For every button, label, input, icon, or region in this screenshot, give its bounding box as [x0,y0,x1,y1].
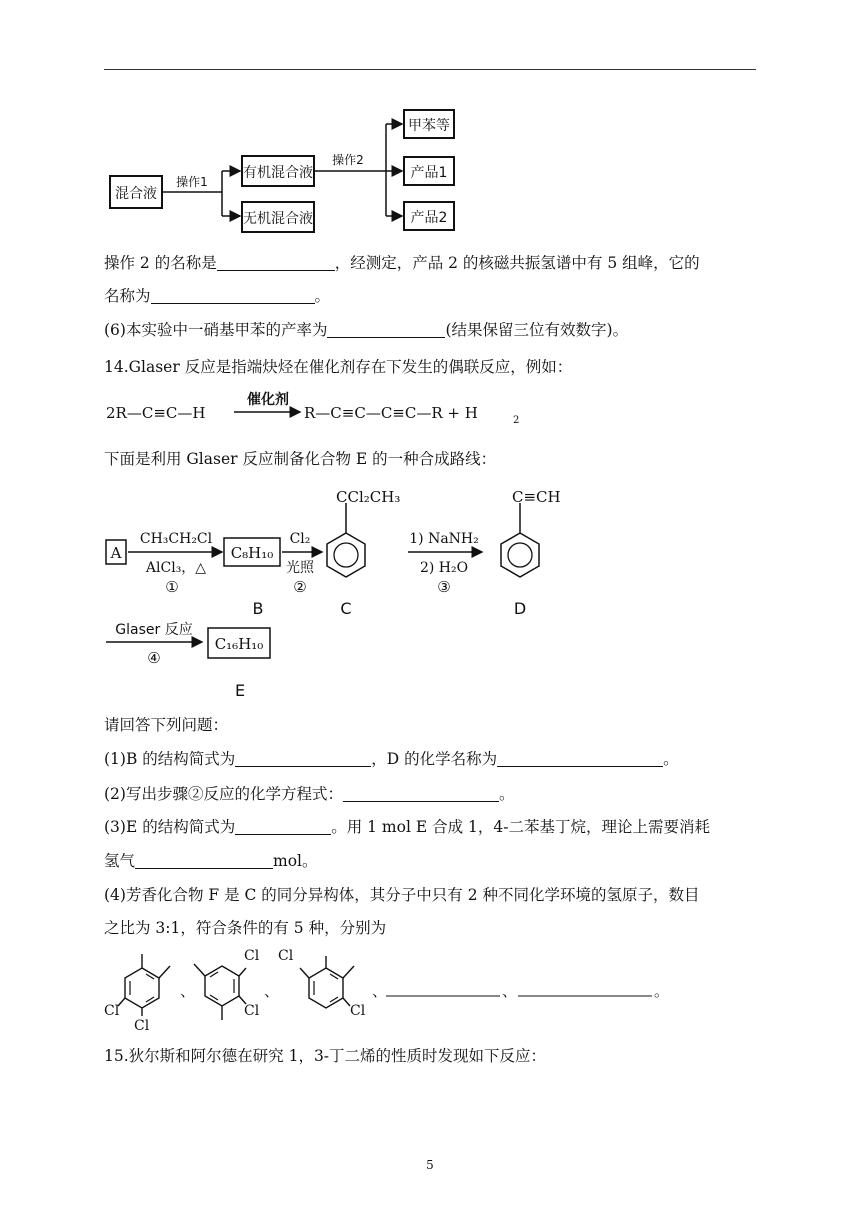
answer-blank[interactable] [497,750,663,767]
isomer-3 [300,956,354,1008]
compound-c-substituent: CCl₂CH₃ [336,488,401,506]
compound-e: E [234,681,246,700]
op2-label: 操作2 [332,153,364,167]
answer-blank[interactable] [235,750,371,767]
page-number: 5 [426,1158,434,1172]
reagent2-top: Cl₂ [289,531,311,547]
answer-blank[interactable] [343,785,499,802]
reagent3-top: 1) NaNH₂ [409,531,479,547]
header-rule [104,69,756,70]
answer-blank[interactable] [235,818,331,835]
q14-text: (2)写出步骤②反应的化学方程式： [104,785,343,803]
eq-sub: 2 [513,415,520,426]
glaser-equation [104,388,544,428]
isomer-structures [104,940,684,1035]
q14-text: (3)E 的结构简式为 [104,818,236,836]
q13-line1 [104,252,700,274]
eq-catalyst: 催化剂 [247,392,289,408]
compound-d-substituent: C≡CH [512,488,561,506]
q14-part4-cont: 之比为 3:1，符合条件的有 5 种，分别为 [104,919,387,937]
isomer-1-cl-b: Cl [134,1018,150,1034]
isomer-end: 。 [654,982,670,1000]
isomer-1-cl-a: Cl [104,1003,120,1019]
reagent3-bottom: 2) H₂O [419,560,469,576]
q14-text: 。用 1 mol E 合成 1，4-二苯基丁烷，理论上需要消耗 [331,818,710,836]
step3-label: ③ [437,578,451,596]
organic-label: 有机混合液 [243,165,313,181]
step1-label: ① [165,578,179,596]
isomer-sep: 、 [180,982,196,1000]
q13-line2 [104,285,330,307]
compound-d-structure [501,503,539,577]
compound-b: B [252,599,264,618]
q13-text: 。 [314,287,331,305]
compound-e-formula: C₁₆H₁₀ [214,635,264,653]
compound-d: D [513,599,527,618]
answer-blank[interactable] [217,254,335,271]
compound-b-formula: C₈H₁₀ [230,544,274,562]
q14-text: ，D 的化学名称为 [371,750,498,768]
isomer-2 [194,964,246,1020]
compound-c-structure [327,503,365,577]
q14-part2 [104,783,514,805]
q13-text: ，经测定，产品 2 的核磁共振氢谱中有 5 组峰，它的 [334,254,700,272]
isomer-2-cl-b: Cl [244,1003,260,1019]
q13-text: 操作 2 的名称是 [104,254,217,272]
isomer-2-cl-a: Cl [244,948,260,964]
eq-left: 2R—C≡C—H [106,404,206,422]
q14-text: 。 [498,785,515,803]
q14-part4: (4)芳香化合物 F 是 C 的同分异构体，其分子中只有 2 种不同化学环境的氢原子，数目 [104,886,700,904]
q14-text: mol。 [273,852,318,870]
product1-label: 产品1 [410,165,448,181]
ask-line: 请回答下列问题： [104,716,229,734]
eq-right: R—C≡C—C≡C—R + H [304,404,478,422]
answer-blank[interactable] [327,321,445,338]
q13-text: (6)本实验中一硝基甲苯的产率为 [104,321,328,339]
route-intro: 下面是利用 Glaser 反应制备化合物 E 的一种合成路线： [104,450,497,468]
step2-label: ② [293,578,307,596]
product2-label: 产品2 [410,210,448,226]
q14-part3-cont [104,850,318,872]
isomer-1 [118,954,170,1016]
compound-c: C [340,599,352,618]
q14-intro: 14.Glaser 反应是指端炔烃在催化剂存在下发生的偶联反应，例如： [104,358,573,376]
isomer-3-cl-b: Cl [350,1003,366,1019]
synthesis-scheme [104,480,604,705]
isomer-sep: 、 [502,982,518,1000]
isomer-sep: 、 [372,982,388,1000]
reagent4-top: Glaser 反应 [115,622,193,638]
q15-text: 15.狄尔斯和阿尔德在研究 1，3-丁二烯的性质时发现如下反应： [104,1047,547,1065]
q14-part1 [104,748,679,770]
q14-text: (1)B 的结构简式为 [104,750,236,768]
q13-text: 名称为 [104,287,151,305]
q14-part3 [104,816,710,838]
answer-blank[interactable] [135,852,273,869]
isomer-3-cl-a: Cl [278,948,294,964]
step4-label: ④ [147,649,161,667]
reagent2-bottom: 光照 [286,560,314,576]
compound-a: A [110,544,122,562]
q13-text: (结果保留三位有效数字)。 [445,321,629,339]
reagent1-bottom: AlCl₃，△ [145,560,207,576]
q13-line3 [104,319,628,341]
mixture-label: 混合液 [115,186,157,202]
q14-text: 氢气 [104,852,136,870]
q14-text: 。 [663,750,679,768]
isomer-sep: 、 [264,982,280,1000]
reagent1-top: CH₃CH₂Cl [139,531,213,547]
inorganic-label: 无机混合液 [243,211,313,227]
toluene-label: 甲苯等 [408,118,450,134]
op1-label: 操作1 [176,175,208,189]
separation-flow-diagram [104,104,484,234]
answer-blank[interactable] [151,287,315,304]
